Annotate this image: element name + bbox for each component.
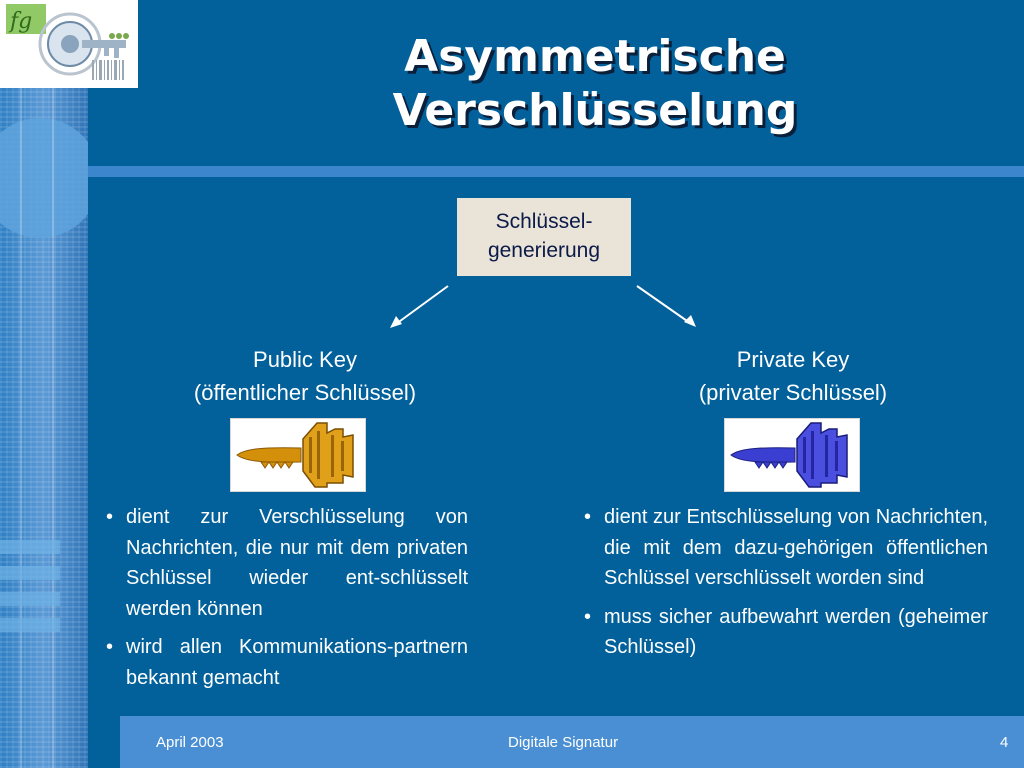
decor-line — [52, 88, 54, 768]
bullet-dot: • — [584, 506, 592, 528]
keygen-line-1: Schlüssel- — [495, 210, 593, 233]
title-underline — [88, 166, 1024, 177]
list-item — [582, 602, 988, 663]
bullet-text: dient zur Verschlüsselung von Nachrichten, die nur mit dem privaten Schlüssel wieder ent-schlüsselt werden können — [126, 506, 468, 620]
list-item — [104, 502, 468, 624]
decor-bar — [0, 540, 60, 554]
footer-title: Digitale Signatur — [508, 734, 619, 751]
key-generation-box — [457, 198, 631, 276]
arrow-right — [637, 286, 696, 327]
public-key-bullets — [104, 502, 468, 701]
gold-key-icon — [231, 419, 365, 491]
title-line-1: Asymmetrische — [404, 31, 786, 82]
public-key-subtitle: (öffentlicher Schlüssel) — [193, 380, 417, 405]
private-key-image — [724, 418, 860, 492]
bullet-text: muss sicher aufbewahrt werden (geheimer Schlüssel) — [604, 605, 988, 658]
decor-line — [20, 88, 22, 768]
footer-date: April 2003 — [156, 734, 224, 751]
arrow-left — [390, 286, 448, 328]
decor-bar — [0, 566, 60, 580]
left-decoration — [0, 88, 88, 768]
decor-circle — [0, 118, 88, 238]
public-key-label — [140, 343, 470, 409]
private-key-title: Private Key — [736, 347, 850, 372]
blue-key-icon — [725, 419, 859, 491]
decor-bar — [0, 618, 60, 632]
bullet-dot: • — [106, 636, 114, 658]
decor-bar — [0, 592, 60, 606]
public-key-image — [230, 418, 366, 492]
key-logo-icon — [0, 0, 138, 88]
footer-page-number: 4 — [1000, 734, 1009, 751]
private-key-label — [628, 343, 958, 409]
slide-title — [200, 30, 990, 138]
private-key-bullets — [582, 502, 988, 671]
public-key-title: Public Key — [253, 347, 357, 372]
logo — [0, 0, 138, 88]
bullet-dot: • — [584, 605, 592, 628]
list-item — [582, 502, 988, 594]
bullet-text: dient zur Entschlüsselung von Nachrichten, die mit dem dazu-gehörigen öffentlichen Schlüssel verschlüsselt worden sind — [604, 506, 988, 589]
bullet-dot: • — [106, 506, 114, 528]
bullet-text: wird allen Kommunikations-partnern bekannt gemacht — [126, 636, 468, 689]
list-item — [104, 632, 468, 693]
svg-text:fg: fg — [10, 9, 33, 34]
keygen-line-2: generierung — [487, 239, 601, 262]
private-key-subtitle: (privater Schlüssel) — [698, 380, 888, 405]
title-line-2: Verschlüsselung — [392, 85, 798, 136]
footer-bar — [120, 716, 1024, 768]
